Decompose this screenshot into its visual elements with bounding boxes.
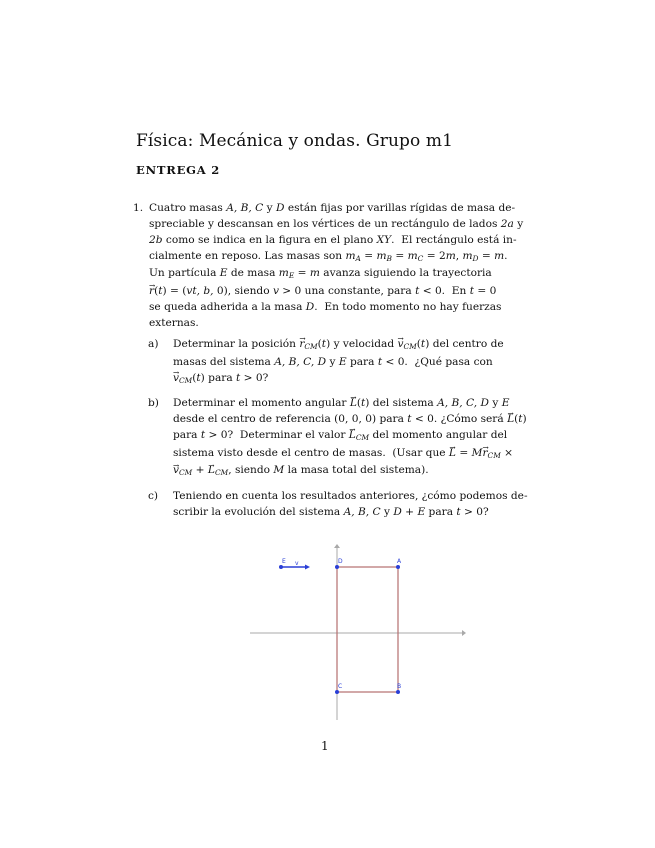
- point-label-a: A: [397, 558, 402, 565]
- page-number: 1: [321, 739, 329, 753]
- velocity-arrowhead: [305, 565, 310, 570]
- question-line: sistema visto desde el centro de masas. (Usar que → $L = M\to r_{CM}$ ×: [173, 446, 533, 464]
- problem-line: Un partícula E de masa $m_E = m$ avanza siguiendo la trayectoria: [149, 267, 492, 281]
- question-line: Determinar el momento angular → L(t) del sistema A, B, C, D y E: [173, 396, 533, 412]
- problem-line: se queda adherida a la masa D. En todo momento no hay fuerzas: [149, 300, 502, 313]
- question-line: → $v_{CM}(t)$ para t > 0?: [173, 371, 533, 389]
- point-label-d: D: [338, 558, 343, 565]
- problem-line: → r(t) = (vt, b, 0), siendo v > 0 una constante, para t < 0. En t = 0: [149, 284, 533, 300]
- problem-line: cialmente en reposo. Las masas son $m_A = m_B = m_C = 2m$, $m_D = m$.: [149, 249, 508, 263]
- point-a: [396, 565, 400, 569]
- section-heading: ENTREGA 2: [136, 163, 221, 177]
- point-e: [279, 565, 283, 569]
- question-line: Teniendo en cuenta los resultados anteriores, ¿cómo podemos de-: [173, 489, 528, 502]
- problem-line: spreciable y descansan en los vértices de un rectángulo de lados 2a y: [149, 217, 524, 230]
- point-label-e: E: [282, 558, 286, 565]
- question-label: a): [148, 338, 159, 350]
- x-axis-arrow: [462, 630, 466, 636]
- point-label-c: C: [338, 683, 343, 690]
- question-label: c): [148, 489, 159, 502]
- y-axis-arrow: [334, 544, 340, 548]
- page-title: Física: Mecánica y ondas. Grupo m1: [136, 131, 454, 151]
- question-line: para t > 0? Determinar el valor → $L_{CM}$ del momento angular del: [173, 428, 533, 446]
- problem-line: Cuatro masas A, B, C y D están fijas por varillas rígidas de masa de-: [149, 202, 516, 214]
- point-b: [396, 690, 400, 694]
- question-line: masas del sistema A, B, C, D y E para t < 0. ¿Qué pasa con: [173, 355, 493, 368]
- mass-rectangle: [337, 567, 398, 692]
- problem-line: externas.: [149, 316, 199, 329]
- problem-line: 2b como se indica en la figura en el plano XY. El rectángulo está in-: [149, 233, 517, 246]
- question-line: scribir la evolución del sistema A, B, C y D + E para t > 0?: [173, 505, 489, 518]
- point-d: [335, 565, 339, 569]
- problem-number: 1.: [133, 202, 144, 214]
- question-line: Determinar la posición → $r_{CM}(t)$ y velocidad → $v_{CM}(t)$ del centro de: [173, 337, 533, 355]
- question-line: desde el centro de referencia (0, 0, 0) para t < 0. ¿Cómo será → L(t): [173, 412, 533, 428]
- question-line: → $v_{CM}$ + → $L_{CM}$, siendo M la masa total del sistema).: [173, 463, 533, 481]
- question-label: b): [148, 397, 159, 410]
- velocity-label: v: [295, 560, 299, 567]
- point-label-b: B: [397, 683, 402, 690]
- point-c: [335, 690, 339, 694]
